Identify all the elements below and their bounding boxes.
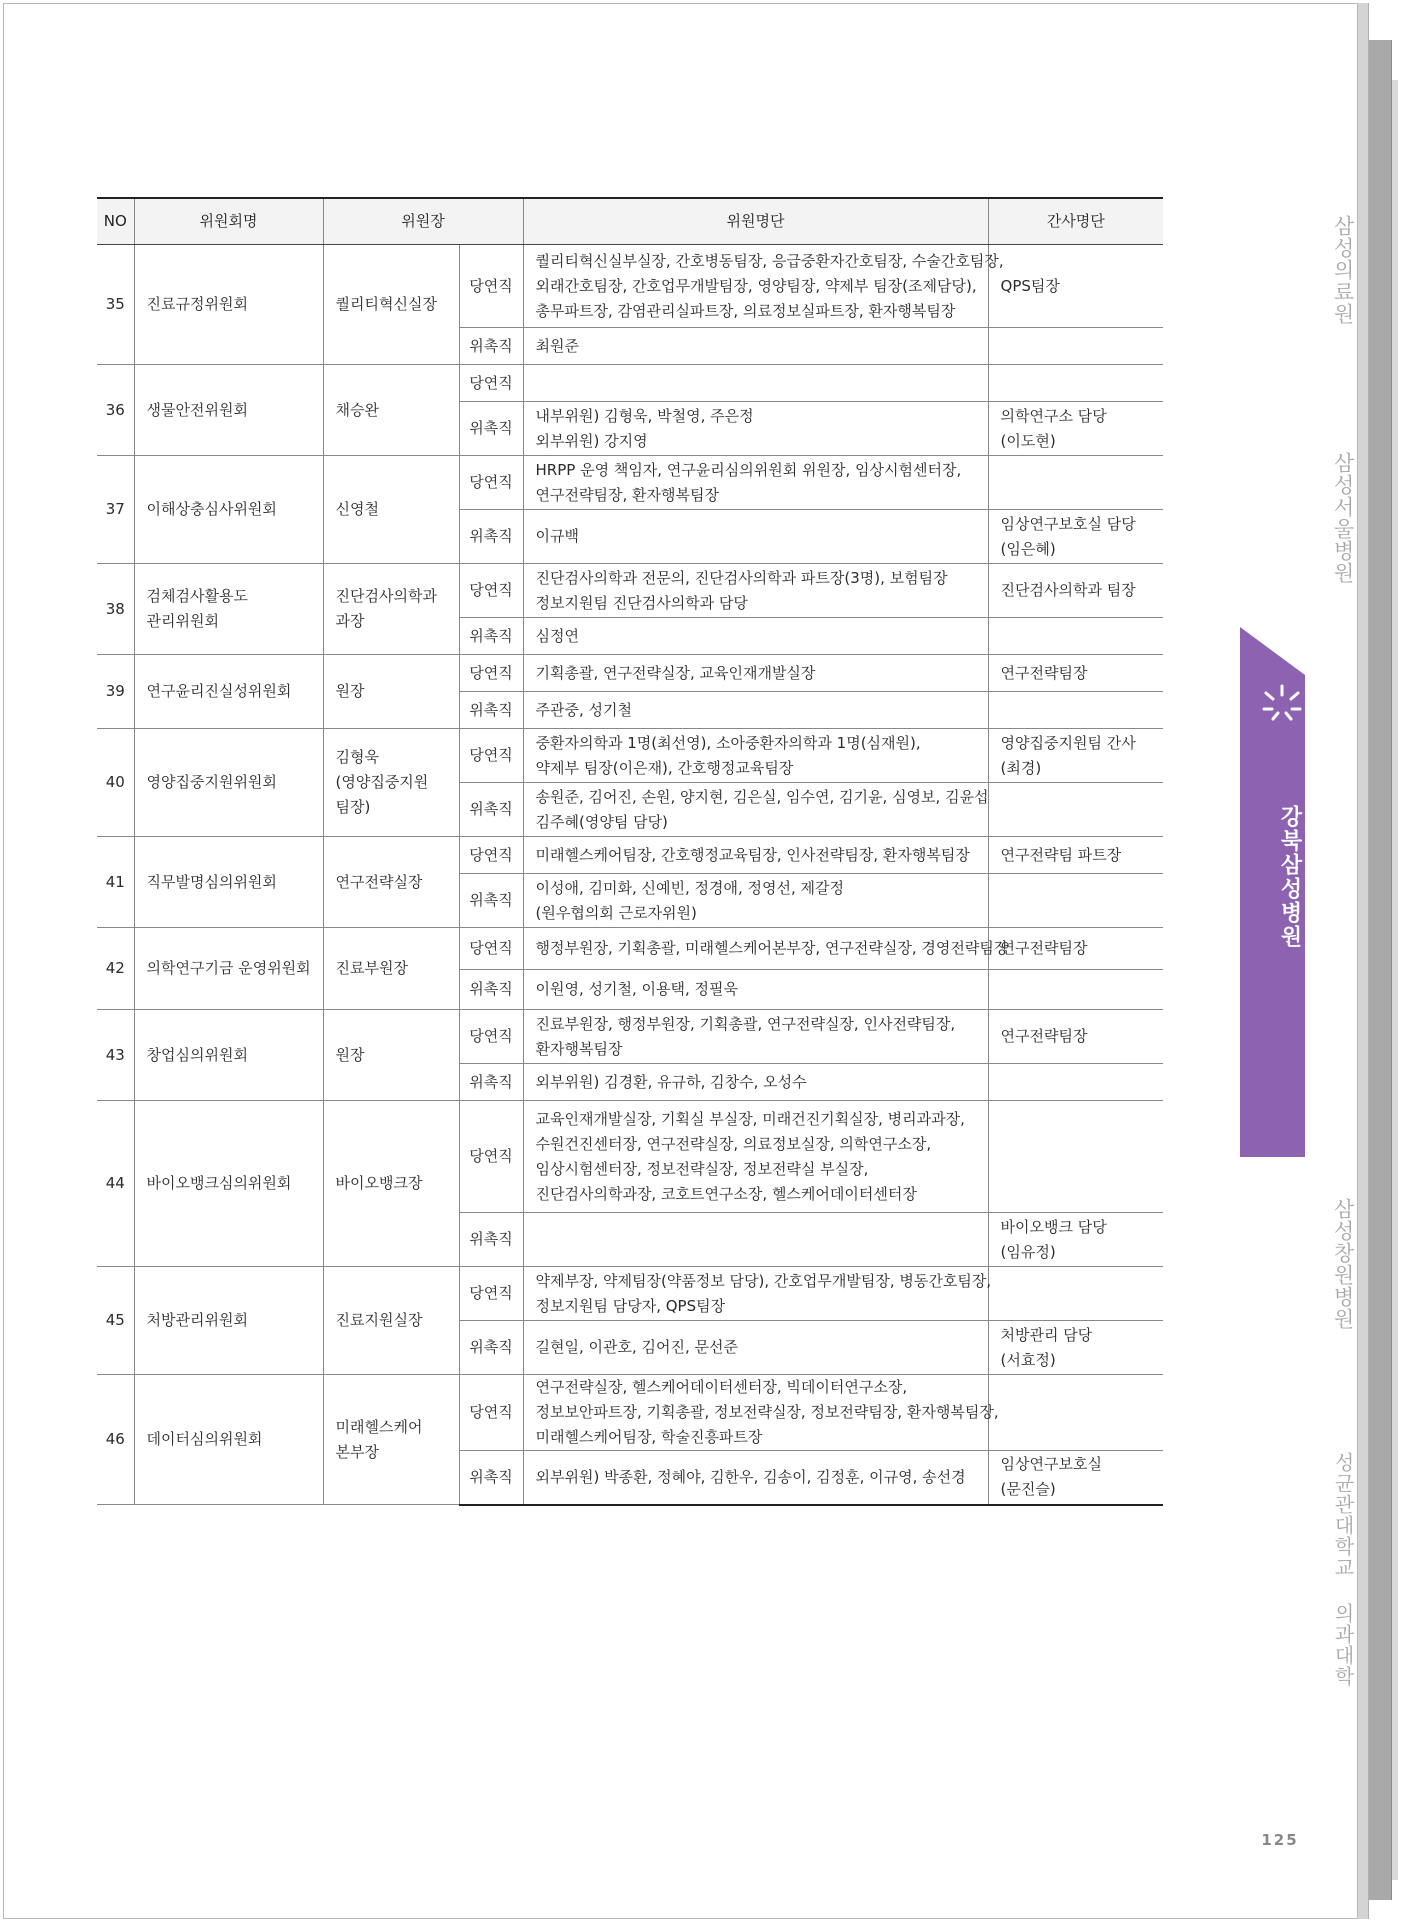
member-list bbox=[523, 837, 988, 874]
cell-text-line: 채승완 bbox=[335, 400, 379, 419]
committee-number: 41 bbox=[97, 837, 134, 928]
committee-name bbox=[134, 564, 323, 655]
committee-name bbox=[134, 837, 323, 928]
member-type: 당연직 bbox=[459, 1267, 523, 1321]
page-edge bbox=[1358, 3, 1369, 1919]
cell-text-line: 진단검사의학과 팀장 bbox=[1000, 581, 1136, 599]
cell-text-line: 주관중, 성기철 bbox=[535, 700, 632, 719]
cell-text-line: (이도현) bbox=[1000, 431, 1056, 450]
header-chair: 위원장 bbox=[323, 198, 523, 245]
table-row bbox=[97, 365, 1163, 402]
cell-text-line: (최경) bbox=[1000, 758, 1042, 777]
cell-text-line: 바이오뱅크장 bbox=[335, 1174, 423, 1192]
member-type: 당연직 bbox=[459, 1101, 523, 1213]
cell-text-line: 생물안전위원회 bbox=[146, 400, 248, 419]
cell-text-line: 외부위원) 김경환, 유규하, 김창수, 오성수 bbox=[535, 1072, 807, 1091]
cell-text-line: 직무발명심의위원회 bbox=[146, 872, 277, 891]
page-number: 125 bbox=[1261, 1831, 1299, 1849]
member-type: 위촉직 bbox=[459, 970, 523, 1010]
member-list bbox=[523, 1213, 988, 1267]
member-type: 당연직 bbox=[459, 564, 523, 618]
secretary-list bbox=[988, 365, 1163, 402]
secretary-list bbox=[988, 328, 1163, 365]
side-nav-item-samsung-seoul-hospital[interactable]: 삼성서울병원 bbox=[1331, 452, 1355, 584]
secretary-list bbox=[988, 1321, 1163, 1375]
member-list bbox=[523, 1064, 988, 1101]
member-list bbox=[523, 365, 988, 402]
committee-number: 36 bbox=[97, 365, 134, 456]
book-edge bbox=[1369, 40, 1392, 1900]
cell-text-line: 임상시험센터장, 정보전략실장, 정보전략실 부실장, bbox=[535, 1159, 869, 1178]
cell-text-line: 미래헬스케어팀장, 학술진흥파트장 bbox=[535, 1428, 763, 1446]
member-type: 당연직 bbox=[459, 1010, 523, 1064]
cell-text-line: (서효정) bbox=[1000, 1350, 1056, 1369]
secretary-list bbox=[988, 874, 1163, 928]
committee-number: 35 bbox=[97, 245, 134, 365]
cell-text-line: 진단검사의학과 전문의, 진단검사의학과 파트장(3명), 보험팀장 bbox=[535, 568, 948, 587]
cell-text-line: 행정부원장, 기획총괄, 미래헬스케어본부장, 연구전략실장, 경영전략팀장 bbox=[535, 939, 1009, 957]
table-row bbox=[97, 655, 1163, 692]
cell-text-line: 정보보안파트장, 기획총괄, 정보전략실장, 정보전략팀장, 환자행복팀장, bbox=[535, 1403, 999, 1421]
cell-text-line: 창업심의위원회 bbox=[146, 1045, 248, 1064]
member-type: 당연직 bbox=[459, 456, 523, 510]
side-nav-item-skku-medical-school[interactable]: 성균관대학교 의과대학 bbox=[1331, 1452, 1355, 1687]
committee-name bbox=[134, 1010, 323, 1101]
table-row bbox=[97, 456, 1163, 510]
side-nav-item-samsung-medical-center[interactable]: 삼성의료원 bbox=[1331, 215, 1355, 325]
cell-text-line: 김형욱 bbox=[335, 748, 379, 766]
secretary-list bbox=[988, 1213, 1163, 1267]
header-secretary: 간사명단 bbox=[988, 198, 1163, 245]
cell-text-line: 처방관리 담당 bbox=[1000, 1325, 1093, 1344]
cell-text-line: 진단검사의학과 bbox=[335, 587, 437, 605]
member-list bbox=[523, 928, 1009, 970]
member-list bbox=[523, 402, 988, 456]
secretary-list bbox=[988, 1375, 1163, 1451]
cell-text-line: 연구윤리진실성위원회 bbox=[146, 682, 292, 700]
member-type: 위촉직 bbox=[459, 692, 523, 729]
secretary-list bbox=[988, 245, 1163, 328]
secretary-list bbox=[988, 692, 1163, 729]
cell-text-line: 환자행복팀장 bbox=[535, 1039, 623, 1058]
committee-chair bbox=[323, 365, 459, 456]
secretary-list bbox=[988, 402, 1163, 456]
secretary-list bbox=[988, 970, 1163, 1010]
side-nav-item-samsung-changwon-hospital[interactable]: 삼성창원병원 bbox=[1331, 1198, 1355, 1330]
cell-text-line: 김주혜(영양팀 담당) bbox=[535, 812, 668, 831]
cell-text-line: 퀄리티혁신실장 bbox=[335, 295, 437, 313]
cell-text-line: 원장 bbox=[335, 682, 365, 700]
member-type: 위촉직 bbox=[459, 328, 523, 365]
member-type: 위촉직 bbox=[459, 402, 523, 456]
cell-text-line: 심정연 bbox=[535, 626, 579, 645]
cell-text-line: 연구전략실장 bbox=[335, 872, 423, 891]
member-list bbox=[523, 618, 988, 655]
cell-text-line: 외부위원) 강지영 bbox=[535, 431, 648, 450]
cell-text-line: (임유정) bbox=[1000, 1242, 1056, 1261]
cell-text-line: (문진슬) bbox=[1000, 1480, 1056, 1499]
cell-text-line: 관리위원회 bbox=[146, 612, 219, 630]
committee-chair bbox=[323, 729, 459, 837]
committee-name bbox=[134, 1101, 323, 1267]
member-list bbox=[523, 564, 988, 618]
committee-chair bbox=[323, 1267, 459, 1375]
secretary-list bbox=[988, 928, 1163, 970]
member-type: 위촉직 bbox=[459, 1213, 523, 1267]
committee-name bbox=[134, 365, 323, 456]
member-list bbox=[523, 1101, 988, 1213]
cell-text-line: 과장 bbox=[335, 612, 365, 630]
member-type: 당연직 bbox=[459, 1375, 523, 1451]
table-row bbox=[97, 1267, 1163, 1321]
cell-text-line: QPS팀장 bbox=[1000, 276, 1060, 295]
committee-chair bbox=[323, 456, 459, 564]
committee-number: 40 bbox=[97, 729, 134, 837]
cell-text-line: 기획총괄, 연구전략실장, 교육인재개발실장 bbox=[535, 663, 816, 682]
table-row bbox=[97, 1101, 1163, 1213]
cell-text-line: 바이오뱅크심의위원회 bbox=[146, 1174, 292, 1192]
committee-number: 45 bbox=[97, 1267, 134, 1375]
secretary-list bbox=[988, 1010, 1163, 1064]
cell-text-line: 영양집중지원팀 간사 bbox=[1000, 733, 1136, 752]
cell-text-line: 연구전략팀장 bbox=[1000, 663, 1088, 682]
member-list bbox=[523, 874, 988, 928]
cell-text-line: 연구전략팀장 bbox=[1000, 1027, 1088, 1045]
cell-text-line: 데이터심의위원회 bbox=[146, 1430, 263, 1448]
cell-text-line: 내부위원) 김형욱, 박철영, 주은정 bbox=[535, 406, 754, 425]
secretary-list bbox=[988, 1451, 1163, 1505]
member-list bbox=[523, 1375, 999, 1451]
member-list bbox=[523, 510, 988, 564]
committee-table bbox=[97, 197, 1163, 1506]
member-list bbox=[523, 729, 988, 783]
cell-text-line: 정보지원팀 담당자, QPS팀장 bbox=[535, 1296, 726, 1315]
member-type: 당연직 bbox=[459, 837, 523, 874]
committee-name bbox=[134, 729, 323, 837]
committee-number: 43 bbox=[97, 1010, 134, 1101]
cell-text-line: (임은혜) bbox=[1000, 539, 1056, 558]
secretary-list bbox=[988, 1064, 1163, 1101]
table-row bbox=[97, 729, 1163, 783]
table-body bbox=[97, 245, 1163, 1505]
member-type: 위촉직 bbox=[459, 874, 523, 928]
cell-text-line: (영양집중지원 bbox=[335, 773, 429, 791]
cell-text-line: 약제부 팀장(이은재), 간호행정교육팀장 bbox=[535, 758, 794, 777]
cell-text-line: 의학연구기금 운영위원회 bbox=[146, 959, 311, 977]
cell-text-line: 이성애, 김미화, 신예빈, 정경애, 정영선, 제갈정 bbox=[535, 878, 845, 897]
member-type: 위촉직 bbox=[459, 1451, 523, 1505]
member-list bbox=[523, 655, 988, 692]
committee-name bbox=[134, 456, 323, 564]
committee-name bbox=[134, 655, 323, 729]
cell-text-line: 팀장) bbox=[335, 798, 371, 816]
committee-name bbox=[134, 1375, 323, 1505]
committee-number: 37 bbox=[97, 456, 134, 564]
cell-text-line: 신영철 bbox=[335, 500, 379, 518]
secretary-list bbox=[988, 655, 1163, 692]
table-row bbox=[97, 1375, 1163, 1451]
cell-text-line: (원우협의회 근로자위원) bbox=[535, 903, 697, 922]
cell-text-line: 수원건진센터장, 연구전략실장, 의료정보실장, 의학연구소장, bbox=[535, 1134, 932, 1153]
committee-chair bbox=[323, 655, 459, 729]
cell-text-line: 길현일, 이관호, 김어진, 문선준 bbox=[535, 1338, 739, 1356]
member-list bbox=[523, 970, 988, 1010]
member-type: 위촉직 bbox=[459, 618, 523, 655]
member-type: 당연직 bbox=[459, 365, 523, 402]
committee-number: 44 bbox=[97, 1101, 134, 1267]
table-row bbox=[97, 245, 1163, 328]
committee-chair bbox=[323, 837, 459, 928]
side-nav-item-kangbuk-samsung-hospital[interactable]: 강북삼성병원 bbox=[1277, 805, 1302, 949]
cell-text-line: 송원준, 김어진, 손원, 양지현, 김은실, 임수연, 김기윤, 심영보, 김윤섭 bbox=[535, 787, 989, 806]
committee-number: 46 bbox=[97, 1375, 134, 1505]
cell-text-line: 이해상충심사위원회 bbox=[146, 500, 277, 518]
member-type: 위촉직 bbox=[459, 1064, 523, 1101]
cell-text-line: 교육인재개발실장, 기획실 부실장, 미래건진기획실장, 병리과과장, bbox=[535, 1109, 965, 1128]
cell-text-line: 연구전략팀장 bbox=[1000, 939, 1088, 957]
cell-text-line: 미래헬스케어팀장, 간호행정교육팀장, 인사전략팀장, 환자행복팀장 bbox=[535, 845, 970, 864]
cell-text-line: 의학연구소 담당 bbox=[1000, 406, 1107, 425]
cell-text-line: 총무파트장, 감염관리실파트장, 의료정보실파트장, 환자행복팀장 bbox=[535, 301, 956, 320]
header-committee-name: 위원회명 bbox=[134, 198, 323, 245]
member-list bbox=[523, 1321, 988, 1375]
member-list bbox=[523, 1267, 992, 1321]
secretary-list bbox=[988, 729, 1163, 783]
cell-text-line: 최원준 bbox=[535, 336, 579, 355]
member-type: 위촉직 bbox=[459, 783, 523, 837]
table-row bbox=[97, 564, 1163, 618]
cell-text-line: 임상연구보호실 bbox=[1000, 1455, 1102, 1474]
cell-text-line: HRPP 운영 책임자, 연구윤리심의위원회 위원장, 임상시험센터장, bbox=[535, 460, 962, 479]
cell-text-line: 검체검사활용도 bbox=[146, 587, 248, 605]
secretary-list bbox=[988, 1267, 1163, 1321]
spark-icon bbox=[1262, 683, 1302, 727]
book-edge-highlight bbox=[1392, 80, 1398, 1880]
cell-text-line: 진료부원장 bbox=[335, 959, 408, 977]
cell-text-line: 중환자의학과 1명(최선영), 소아중환자의학과 1명(심재원), bbox=[535, 733, 921, 752]
table-header-row bbox=[97, 198, 1163, 245]
cell-text-line: 처방관리위원회 bbox=[146, 1311, 248, 1329]
member-type: 위촉직 bbox=[459, 1321, 523, 1375]
cell-text-line: 외래간호팀장, 간호업무개발팀장, 영양팀장, 약제부 팀장(조제담당), bbox=[535, 276, 977, 295]
member-list bbox=[523, 783, 988, 837]
secretary-list bbox=[988, 510, 1163, 564]
header-no: NO bbox=[97, 198, 134, 245]
cell-text-line: 이원영, 성기철, 이용택, 정필욱 bbox=[535, 980, 739, 998]
cell-text-line: 진료규정위원회 bbox=[146, 295, 248, 313]
committee-number: 38 bbox=[97, 564, 134, 655]
member-list bbox=[523, 692, 988, 729]
member-type: 당연직 bbox=[459, 245, 523, 328]
committee-number: 42 bbox=[97, 928, 134, 1010]
committee-number: 39 bbox=[97, 655, 134, 729]
member-type: 당연직 bbox=[459, 655, 523, 692]
cell-text-line: 진료부원장, 행정부원장, 기획총괄, 연구전략실장, 인사전략팀장, bbox=[535, 1014, 956, 1033]
committee-name bbox=[134, 245, 323, 365]
member-type: 위촉직 bbox=[459, 510, 523, 564]
cell-text-line: 정보지원팀 진단검사의학과 담당 bbox=[535, 593, 748, 612]
cell-text-line: 진단검사의학과장, 코호트연구소장, 헬스케어데이터센터장 bbox=[535, 1184, 917, 1203]
secretary-list bbox=[988, 1101, 1163, 1213]
committee-chair bbox=[323, 1375, 459, 1505]
member-list bbox=[523, 245, 1004, 328]
cell-text-line: 이규백 bbox=[535, 527, 579, 545]
table-row bbox=[97, 928, 1163, 970]
header-members: 위원명단 bbox=[523, 198, 988, 245]
table-row bbox=[97, 1010, 1163, 1064]
committee-chair bbox=[323, 1101, 459, 1267]
cell-text-line: 외부위원) 박종환, 정혜야, 김한우, 김송이, 김정훈, 이규영, 송선경 bbox=[535, 1467, 966, 1486]
committee-chair bbox=[323, 245, 459, 365]
member-list bbox=[523, 1010, 988, 1064]
member-type: 당연직 bbox=[459, 928, 523, 970]
member-list bbox=[523, 456, 988, 510]
cell-text-line: 연구전략실장, 헬스케어데이터센터장, 빅데이터연구소장, bbox=[535, 1378, 908, 1396]
cell-text-line: 바이오뱅크 담당 bbox=[1000, 1217, 1107, 1236]
secretary-list bbox=[988, 618, 1163, 655]
cell-text-line: 미래헬스케어 bbox=[335, 1417, 423, 1436]
cell-text-line: 연구전략팀 파트장 bbox=[1000, 845, 1122, 864]
secretary-list bbox=[988, 564, 1163, 618]
committee-chair bbox=[323, 928, 459, 1010]
table-row bbox=[97, 837, 1163, 874]
secretary-list bbox=[988, 783, 1163, 837]
cell-text-line: 영양집중지원위원회 bbox=[146, 773, 277, 791]
cell-text-line: 원장 bbox=[335, 1045, 365, 1064]
cell-text-line: 퀄리티혁신실부실장, 간호병동팀장, 응급중환자간호팀장, 수술간호팀장, bbox=[535, 251, 1004, 270]
committee-chair bbox=[323, 564, 459, 655]
cell-text-line: 진료지원실장 bbox=[335, 1311, 423, 1329]
member-list bbox=[523, 1451, 988, 1505]
member-list bbox=[523, 328, 988, 365]
member-type: 당연직 bbox=[459, 729, 523, 783]
cell-text-line: 본부장 bbox=[335, 1442, 379, 1461]
cell-text-line: 임상연구보호실 담당 bbox=[1000, 514, 1136, 533]
committee-chair bbox=[323, 1010, 459, 1101]
cell-text-line: 연구전략팀장, 환자행복팀장 bbox=[535, 485, 719, 504]
secretary-list bbox=[988, 837, 1163, 874]
committee-name bbox=[134, 928, 323, 1010]
secretary-list bbox=[988, 456, 1163, 510]
committee-name bbox=[134, 1267, 323, 1375]
cell-text-line: 약제부장, 약제팀장(약품정보 담당), 간호업무개발팀장, 병동간호팀장, bbox=[535, 1271, 992, 1290]
